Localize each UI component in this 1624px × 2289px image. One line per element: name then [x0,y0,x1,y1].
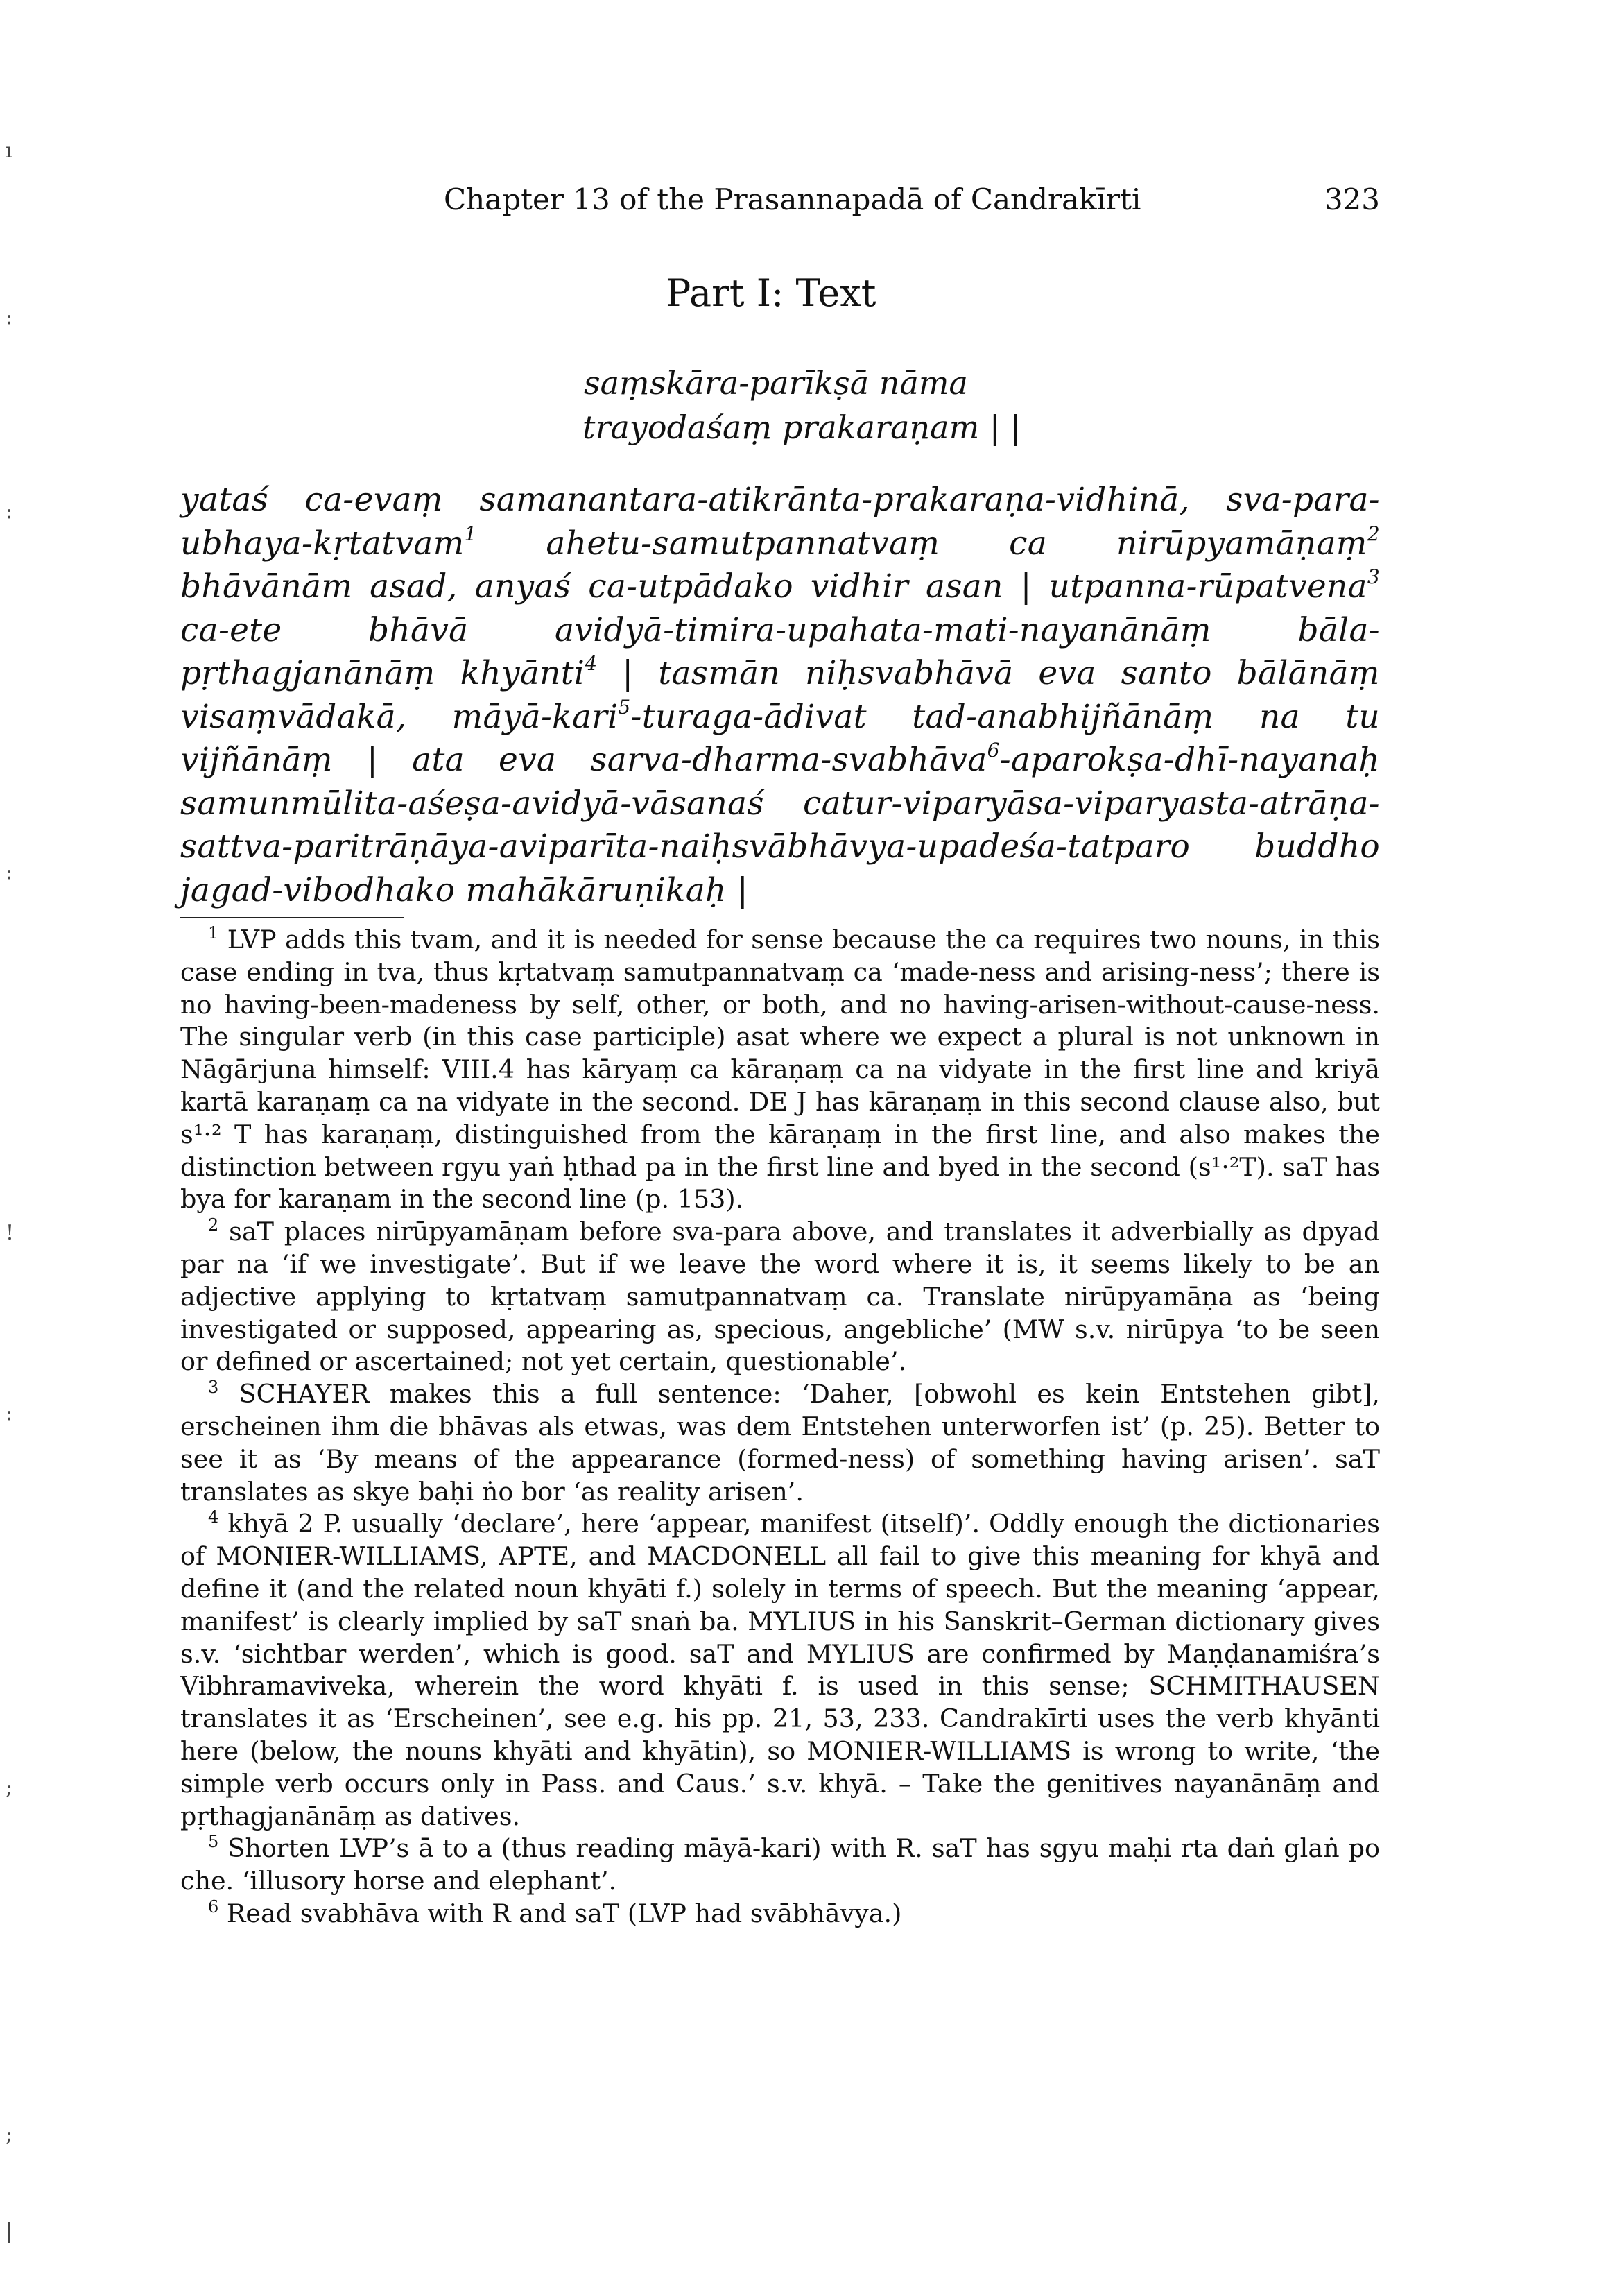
scan-margin-mark: ı [6,139,12,163]
verse-line-1: saṃskāra-parīkṣā nāma [584,364,968,402]
main-text-segment: ca-ete bhāvā avidyā-timira-upahata-mati-nayanānāṃ bāla-pṛthagjanānāṃ khyānti [180,610,1380,692]
main-text-segment: ahetu-samutpannatvaṃ ca nirūpyamāṇaṃ [546,524,1367,563]
footnote [180,1216,1380,1378]
footnote-number: 3 [208,1378,219,1398]
footnote-number: 6 [208,1896,219,1917]
main-text-segment: yataś ca-evaṃ samanantara-atikrānta-prakaraṇa-vidhinā, sva-para-ubhaya-kṛtatvam [180,481,1380,563]
footnote-text: khyā 2 P. usually ‘declare’, here ‘appear, manifest (itself)’. Oddly enough the dictionaries of MONIER-WILLIAMS, APTE, and MACDONELL all fail to give this meaning for khyā and define it (and the related noun khyāti f.) solely in terms of speech. But the meaning ‘appear, manifest’ is clearly implied by saT snaṅ ba. MYLIUS in his Sanskrit–German dictionary gives s.v. ‘sichtbar werden’, which is good. saT and MYLIUS are confirmed by Maṇḍanamiśra’s Vibhramaviveka, wherein the word khyāti f. is used in this sense; SCHMITHAUSEN translates it as ‘Erscheinen’, see e.g. his pp. 21, 53, 233. Candrakīrti uses the verb khyānti here (below, the nouns khyāti and khyātin), so MONIER-WILLIAMS is wrong to write, ‘the simple verb occurs only in Pass. and Caus.’ s.v. khyā. – Take the genitives nayanānāṃ and pṛthagjanānāṃ as datives. [180,1509,1380,1831]
footnote-marker: 4 [585,652,598,675]
footnote-marker: 2 [1367,522,1380,545]
running-head [444,179,1380,221]
running-title: Chapter 13 of the Prasannapadā of Candrakīrti [444,182,1141,216]
footnote-number: 2 [208,1215,219,1235]
main-text-segment: -turaga-ādivat tad-anabhijñānāṃ na tu vijñānāṃ | ata eva sarva-dharma-svabhāva [180,697,1380,779]
footnote-text: SCHAYER makes this a full sentence: ‘Daher, [obwohl es kein Entstehen gibt], erscheinen ihm die bhāvas als etwas, was dem Entstehen unterworfen ist’ (p. 25). Better to see it as ‘By means of the appearance (formed-ness) of something having arisen’. saT translates as skye baḥi ṅo bor ‘as reality arisen’. [180,1379,1380,1507]
footnote-marker: 6 [987,739,1000,762]
main-text-segment: -aparokṣa-dhī-nayanaḥ samunmūlita-aśeṣa-avidyā-vāsanaś catur-viparyāsa-viparyasta-atrāṇa-sattva-paritrāṇāya-aviparīta-naiḥsvābhāvya-upadeśa-tatparo buddho jagad-vibodhako mahākāruṇikaḥ | [180,741,1380,909]
sanskrit-main-text [180,479,1380,912]
scan-margin-mark: ! [6,1221,15,1245]
footnote [180,1378,1380,1508]
scan-margin-mark: ; [6,2123,13,2147]
footnote-marker: 3 [1367,565,1380,588]
scan-margin-mark: : [6,499,13,524]
footnote [180,1898,1380,1930]
scan-margin-mark: | [6,2220,13,2244]
footnote-marker: 5 [618,695,631,719]
scan-margin-mark: : [6,1401,13,1425]
scan-margin-mark: : [6,305,13,329]
footnote-text: Read svabhāva with R and saT (LVP had svābhāvya.) [226,1898,902,1928]
footnote [180,1508,1380,1833]
footnotes [180,924,1380,1930]
footnote-rule [180,917,404,918]
footnote-text: saT places nirūpyamāṇam before sva-para above, and translates it adverbially as dpyad par na ‘if we investigate’. But if we leave the word where it is, it seems likely to be an adjective applying to kṛtatvaṃ samutpannatvaṃ ca. Translate nirūpyamāṇa as ‘being investigated or supposed, appearing as, specious, angebliche’ (MW s.v. nirūpya ‘to be seen or defined or ascertained; not yet certain, questionable’. [180,1217,1380,1377]
footnote [180,1833,1380,1898]
footnote [180,924,1380,1216]
main-text-segment: bhāvānām asad, anyaś ca-utpādako vidhir asan | utpanna-rūpatvena [180,567,1367,606]
verse-line-2: trayodaśaṃ prakaraṇam | | [582,409,1021,446]
footnote-number: 5 [208,1832,219,1852]
footnote-marker: 1 [464,522,477,545]
part-title: Part I: Text [666,271,876,315]
scan-margin-mark: ; [6,1776,13,1800]
chapter-verse-title [582,361,1137,449]
footnote-text: Shorten LVP’s ā to a (thus reading māyā-kari) with R. saT has sgyu maḥi rta daṅ glaṅ po che. ‘illusory horse and elephant’. [180,1833,1380,1896]
footnote-number: 1 [208,923,219,943]
page-number: 323 [1324,182,1380,216]
scan-margin-mark: : [6,860,13,884]
footnote-number: 4 [208,1507,219,1527]
footnote-text: LVP adds this tvam, and it is needed for sense because the ca requires two nouns, in this case ending in tva, thus kṛtatvaṃ samutpannatvaṃ ca ‘made-ness and arising-ness’; there is no having-been-madeness by self, other, or both, and no having-arisen-without-cause-ness. The singular verb (in this case participle) asat where we expect a plural is not unknown in Nāgārjuna himself: VIII.4 has kāryaṃ ca kāraṇaṃ ca na vidyate in the first line and kriyā kartā karaṇaṃ ca na vidyate in the second. DE J has kāraṇaṃ in this second clause also, but s¹·² T has karaṇaṃ, distinguished from the kāraṇaṃ in the first line, and also makes the distinction between rgyu yaṅ ḥthad pa in the first line and byed in the second (s¹·²T). saT has bya for karaṇam in the second line (p. 153). [180,925,1380,1215]
main-text-segment: | tasmān niḥsvabhāvā eva santo bālānāṃ visaṃvādakā, māyā-kari [180,654,1380,736]
